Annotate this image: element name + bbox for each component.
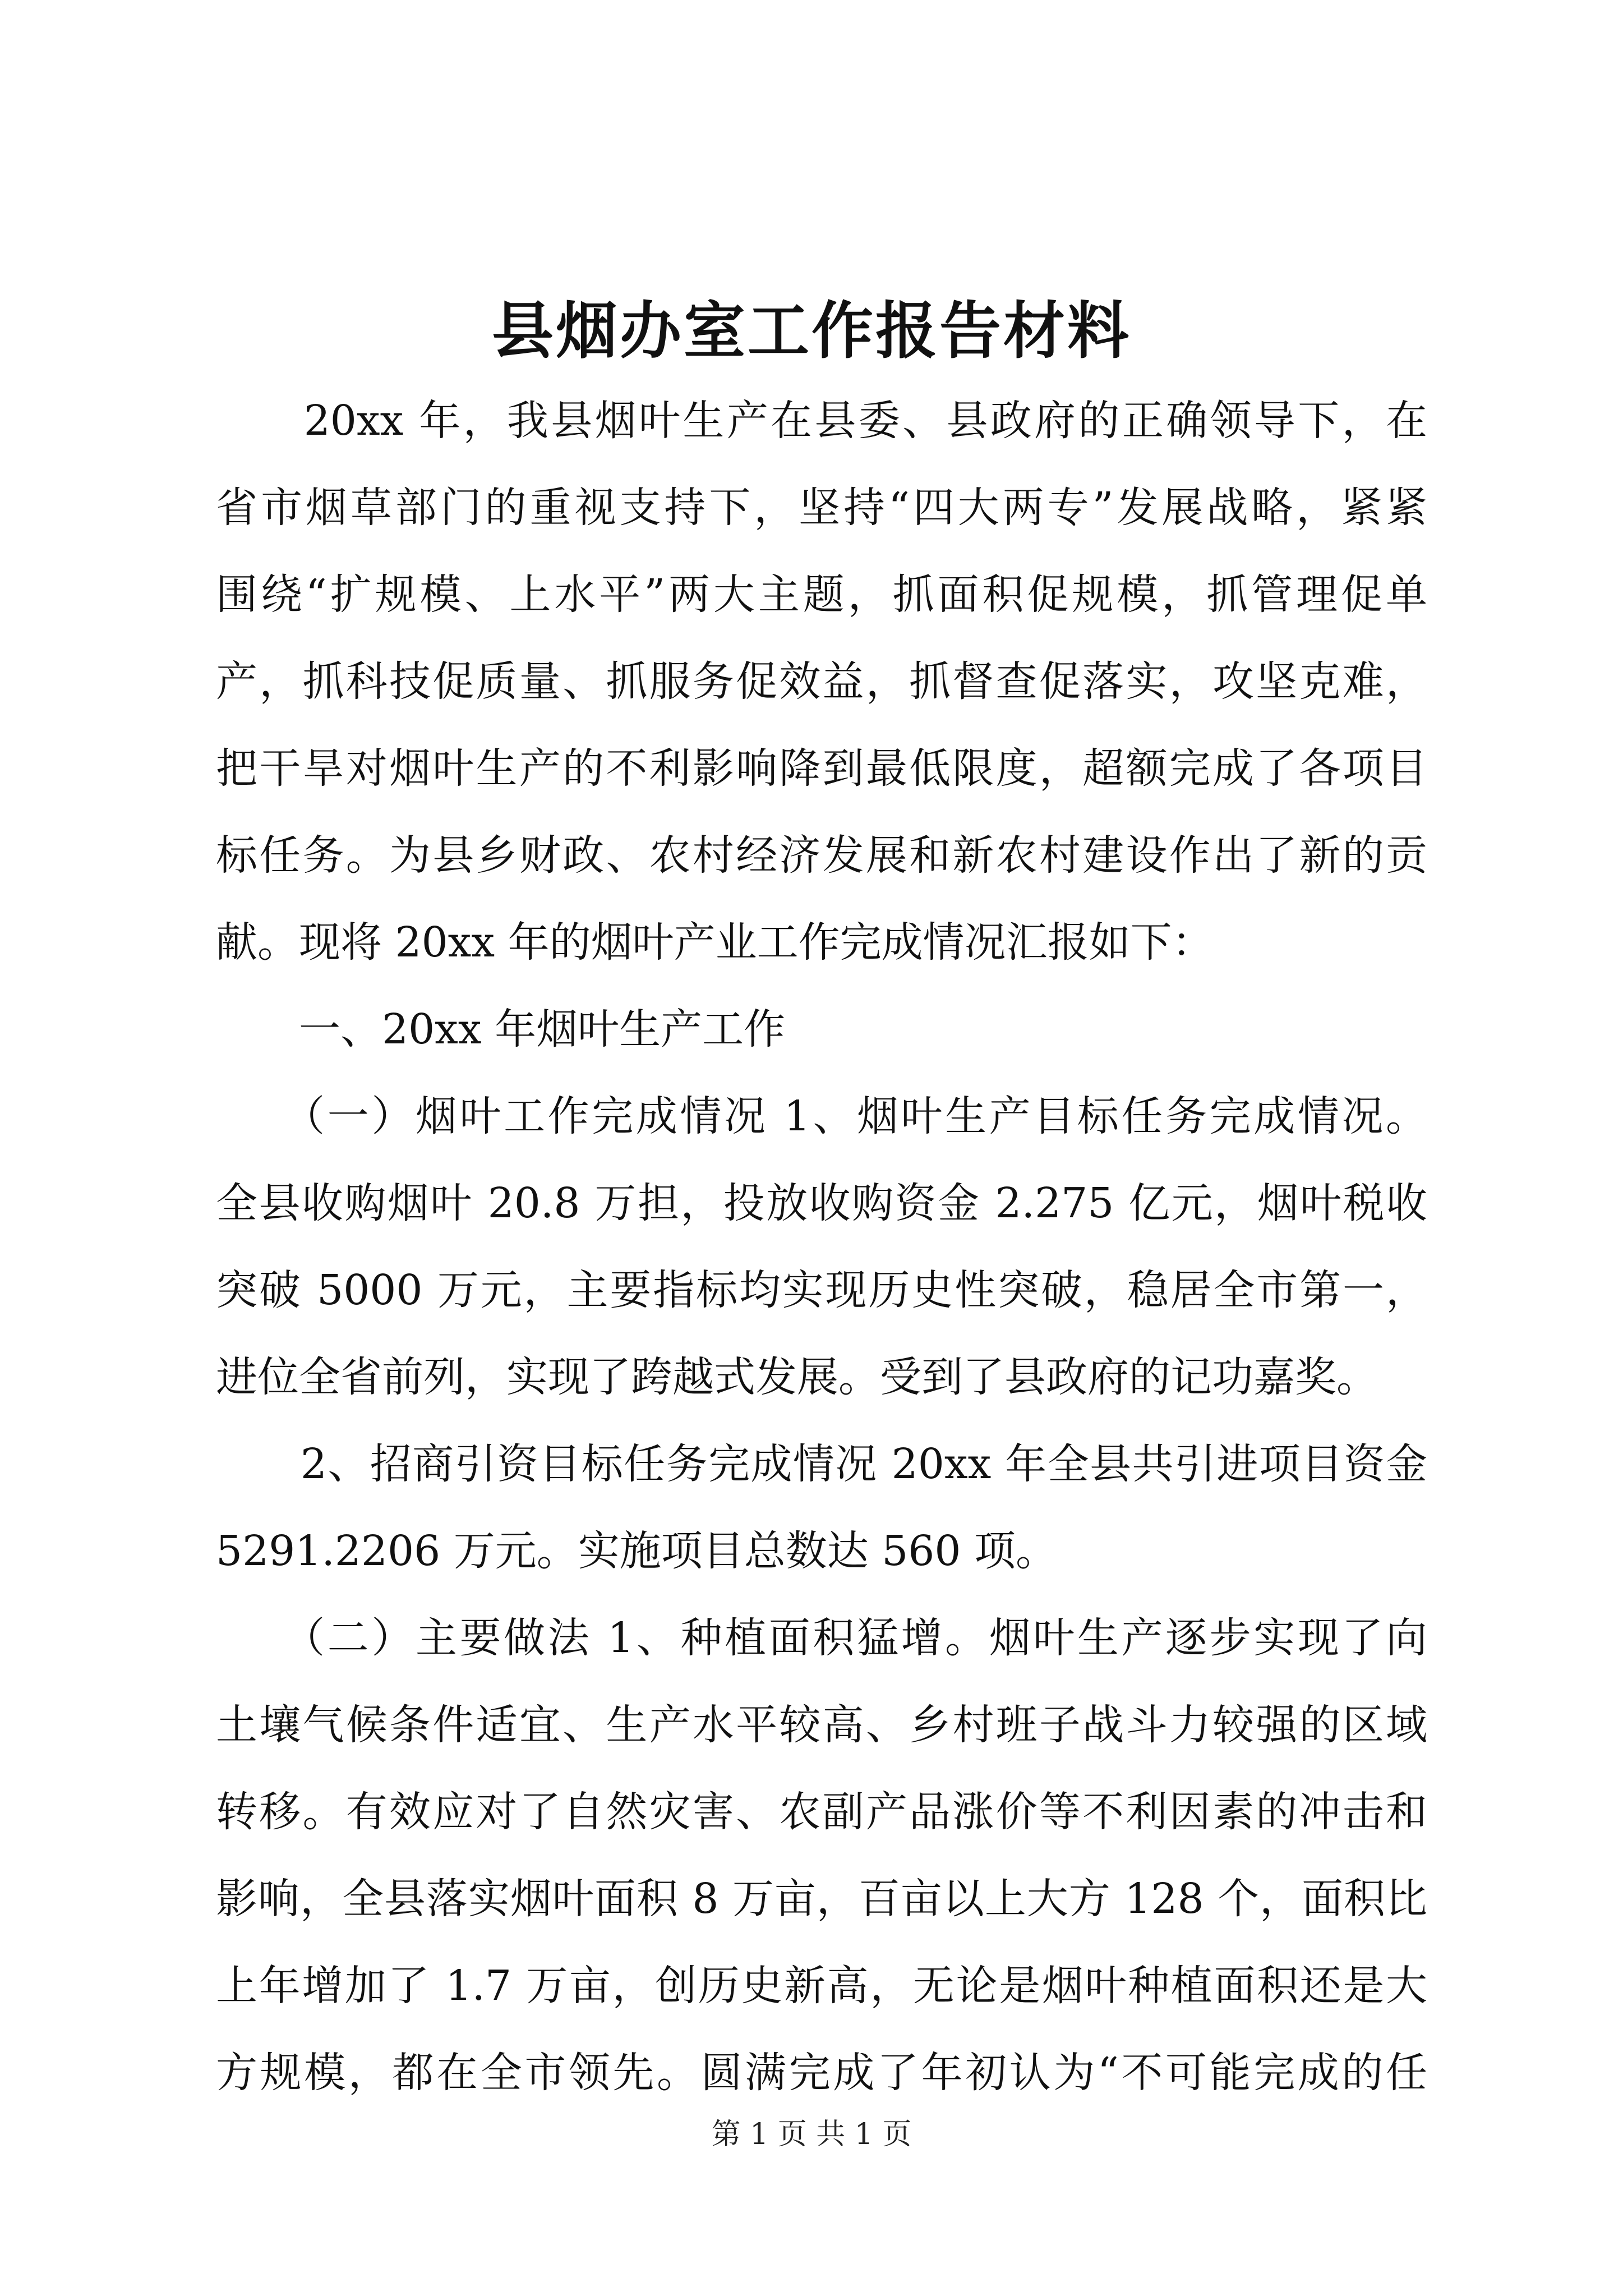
- body-line: 2、招商引资目标任务完成情况 20xx 年全县共引进项目资金: [216, 1440, 1427, 1488]
- page-footer: 第 1 页 共 1 页: [711, 2118, 912, 2151]
- document-title: 县烟办室工作报告材料: [492, 295, 1131, 367]
- body-line: 20xx 年，我县烟叶生产在县委、县政府的正确领导下，在: [216, 397, 1427, 445]
- body-line: （一）烟叶工作完成情况 1、烟叶生产目标任务完成情况。: [216, 1092, 1427, 1140]
- body-line: 全县收购烟叶 20.8 万担，投放收购资金 2.275 亿元，烟叶税收: [216, 1179, 1427, 1227]
- section-heading: 一、20xx 年烟叶生产工作: [216, 1005, 786, 1053]
- body-line: （二）主要做法 1、种植面积猛增。烟叶生产逐步实现了向: [216, 1614, 1427, 1662]
- body-line: 转移。有效应对了自然灾害、农副产品涨价等不利因素的冲击和: [216, 1788, 1427, 1836]
- body-line: 土壤气候条件适宜、生产水平较高、乡村班子战斗力较强的区域: [216, 1701, 1427, 1749]
- body-line: 省市烟草部门的重视支持下，坚持“四大两专”发展战略，紧紧: [216, 484, 1427, 532]
- body-line: 突破 5000 万元，主要指标均实现历史性突破，稳居全市第一，: [216, 1266, 1427, 1314]
- body-line: 标任务。为县乡财政、农村经济发展和新农村建设作出了新的贡: [216, 831, 1427, 880]
- body-line: 献。现将 20xx 年的烟叶产业工作完成情况汇报如下：: [216, 918, 1214, 967]
- body-line: 围绕“扩规模、上水平”两大主题，抓面积促规模，抓管理促单: [216, 570, 1427, 619]
- body-line: 影响，全县落实烟叶面积 8 万亩，百亩以上大方 128 个，面积比: [216, 1875, 1427, 1923]
- body-line: 上年增加了 1.7 万亩，创历史新高，无论是烟叶种植面积还是大: [216, 1962, 1427, 2010]
- body-line: 产，抓科技促质量、抓服务促效益，抓督查促落实，攻坚克难，: [216, 657, 1427, 706]
- body-line: 方规模，都在全市领先。圆满完成了年初认为“不可能完成的任: [216, 2049, 1427, 2097]
- body-line: 进位全省前列，实现了跨越式发展。受到了县政府的记功嘉奖。: [216, 1353, 1378, 1401]
- body-line: 5291.2206 万元。实施项目总数达 560 项。: [216, 1527, 1057, 1575]
- body-line: 把干旱对烟叶生产的不利影响降到最低限度，超额完成了各项目: [216, 744, 1427, 793]
